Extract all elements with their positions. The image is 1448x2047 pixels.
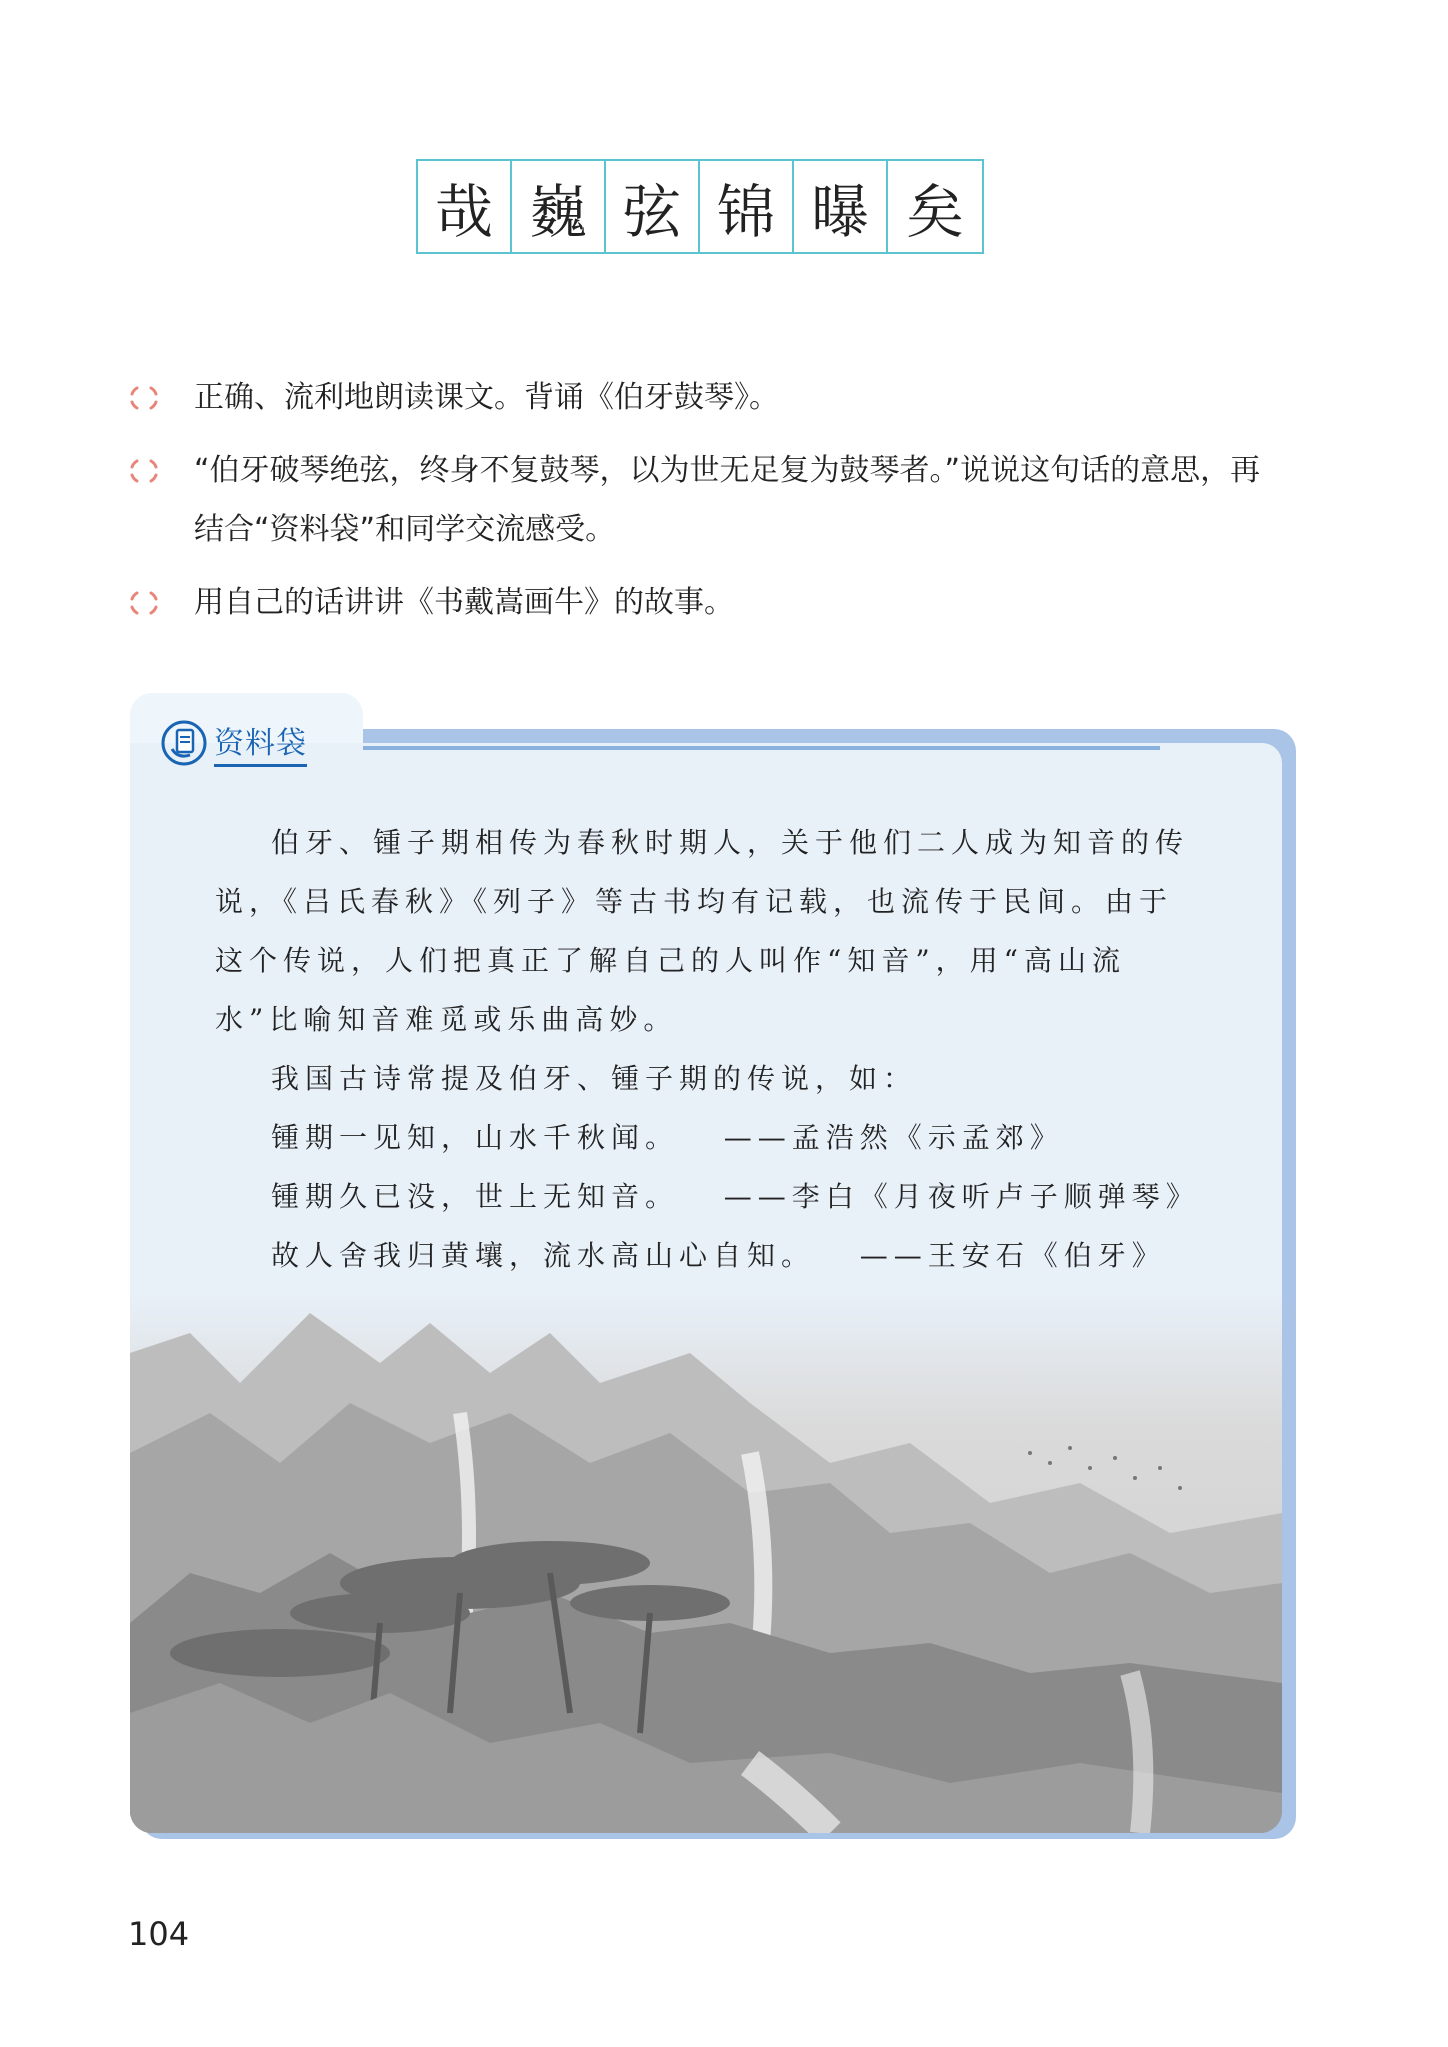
character-cell: 锦 xyxy=(700,161,794,252)
poem-source: ——李白《月夜听卢子顺弹琴》 xyxy=(723,1180,1200,1213)
character-grid xyxy=(416,159,984,254)
poem-text: 锺期一见知，山水千秋闻。 xyxy=(271,1121,680,1154)
character-cell: 巍 xyxy=(512,161,606,252)
character-cell: 哉 xyxy=(418,161,512,252)
info-box-title xyxy=(160,718,307,767)
info-box-text xyxy=(215,813,1205,1285)
task-text: “伯牙破琴绝弦，终身不复鼓琴，以为世无足复为鼓琴者。”说说这句话的意思，再结合“资料袋”和同学交流感受。 xyxy=(194,453,1261,547)
dashed-circle-icon xyxy=(128,458,160,484)
poem-line xyxy=(215,1226,1205,1285)
poem-source: ——王安石《伯牙》 xyxy=(859,1239,1166,1272)
info-box xyxy=(130,743,1282,1833)
dashed-circle-icon xyxy=(128,590,160,616)
poem-line xyxy=(215,1108,1205,1167)
task-list xyxy=(128,368,1288,646)
poem-line xyxy=(215,1167,1205,1226)
task-item xyxy=(128,573,1288,632)
poem-text: 锺期久已没，世上无知音。 xyxy=(271,1180,680,1213)
info-bag-icon xyxy=(160,719,208,767)
info-paragraph: 伯牙、锺子期相传为春秋时期人，关于他们二人成为知音的传说，《吕氏春秋》《列子》等古书均有记载，也流传于民间。由于这个传说，人们把真正了解自己的人叫作“知音”，用“高山流水”比喻知音难觅或乐曲高妙。 xyxy=(215,826,1190,1036)
info-box-rule xyxy=(363,746,1160,750)
page-number: 104 xyxy=(128,1915,190,1953)
task-item xyxy=(128,368,1288,427)
task-item xyxy=(128,441,1288,559)
character-cell: 曝 xyxy=(794,161,888,252)
poem-source: ——孟浩然《示孟郊》 xyxy=(723,1121,1064,1154)
landscape-painting xyxy=(130,1293,1282,1833)
info-paragraph: 我国古诗常提及伯牙、锺子期的传说，如： xyxy=(271,1062,918,1095)
character-cell: 弦 xyxy=(606,161,700,252)
info-box-title-text: 资料袋 xyxy=(214,718,307,767)
dashed-circle-icon xyxy=(128,385,160,411)
character-cell: 矣 xyxy=(905,177,964,246)
poem-text: 故人舍我归黄壤，流水高山心自知。 xyxy=(271,1239,816,1272)
task-text: 用自己的话讲讲《书戴嵩画牛》的故事。 xyxy=(194,585,734,620)
task-text: 正确、流利地朗读课文。背诵《伯牙鼓琴》。 xyxy=(194,380,779,415)
